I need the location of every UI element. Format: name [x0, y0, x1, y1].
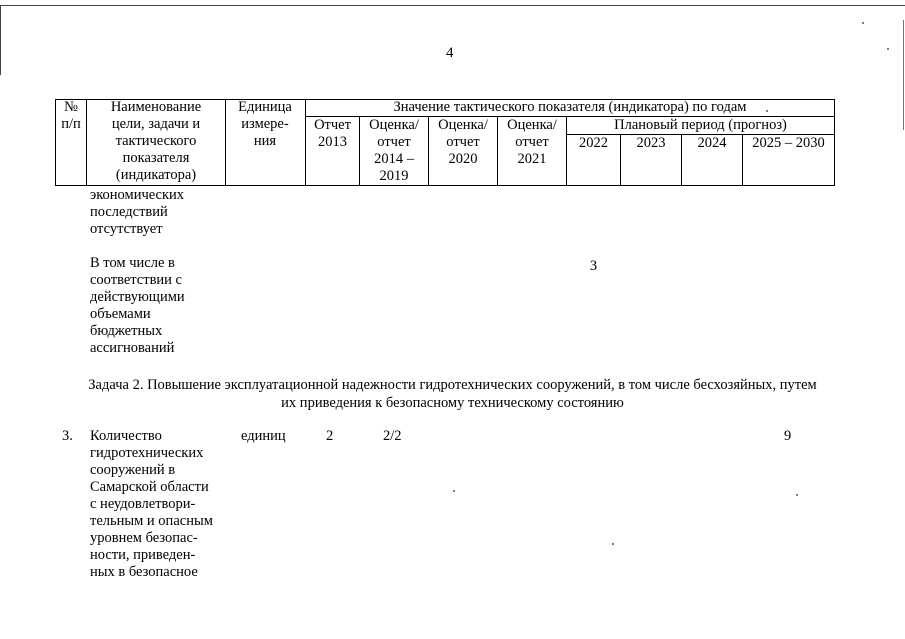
header-year-2024: 2024 [697, 135, 727, 151]
header-line-bottom [55, 185, 835, 186]
header-values-title: Значение тактического показателя (индикатора) по годам [393, 99, 747, 115]
indicator-continuation-text: экономических последствий отсутствует [90, 187, 185, 237]
row-3-estimate-2014-2019: 2/2 [383, 428, 402, 444]
row-3-unit: единиц [241, 428, 286, 444]
header-estimate-2020: Оценка/ отчет 2020 [438, 117, 488, 167]
scan-speck [887, 48, 889, 50]
budget-row-text: В том числе в соответствии с действующими объемами бюджетных ассигнований [90, 255, 185, 356]
scan-frame-left [0, 5, 1, 75]
page-number: 4 [446, 45, 454, 61]
task-2-title-line-2: их приведения к безопасному техническому состоянию [281, 395, 624, 411]
row-3-report-2013: 2 [326, 428, 334, 444]
header-plan-period: Плановый период (прогноз) [614, 117, 787, 133]
row-3-value-2025-2030: 9 [784, 428, 792, 444]
scan-speck [766, 110, 768, 112]
budget-row-value-2022: 3 [589, 258, 598, 274]
header-name: Наименование цели, задачи и тактического показателя (индикатора) [110, 99, 202, 183]
header-year-2025-2030: 2025 – 2030 [752, 135, 825, 151]
row-3-number: 3. [62, 428, 73, 444]
header-estimate-2021: Оценка/ отчет 2021 [507, 117, 557, 167]
header-year-2022: 2022 [579, 135, 608, 151]
scan-frame-right [903, 20, 904, 130]
header-unit: Единица измере- ния [238, 99, 292, 149]
header-report-2013: Отчет 2013 [314, 117, 351, 150]
scan-speck [612, 543, 614, 545]
header-estimate-2014-2019: Оценка/ отчет 2014 – 2019 [369, 117, 419, 184]
header-year-2023: 2023 [636, 135, 666, 151]
scan-speck [453, 490, 455, 492]
header-num: № п/п [61, 99, 81, 132]
row-3-name: Количество гидротехнических сооружений в Самарской области с неудовлетвори- тельным и опасным уровнем безопас- ности, приведен- ных в безопасное [90, 428, 213, 580]
scan-frame-top [0, 5, 905, 6]
scan-speck [796, 494, 798, 496]
task-2-title-line-1: Задача 2. Повышение эксплуатационной надежности гидротехнических сооружений, в том числе бесхозяйных, путем [88, 377, 817, 393]
scan-speck [862, 22, 864, 24]
